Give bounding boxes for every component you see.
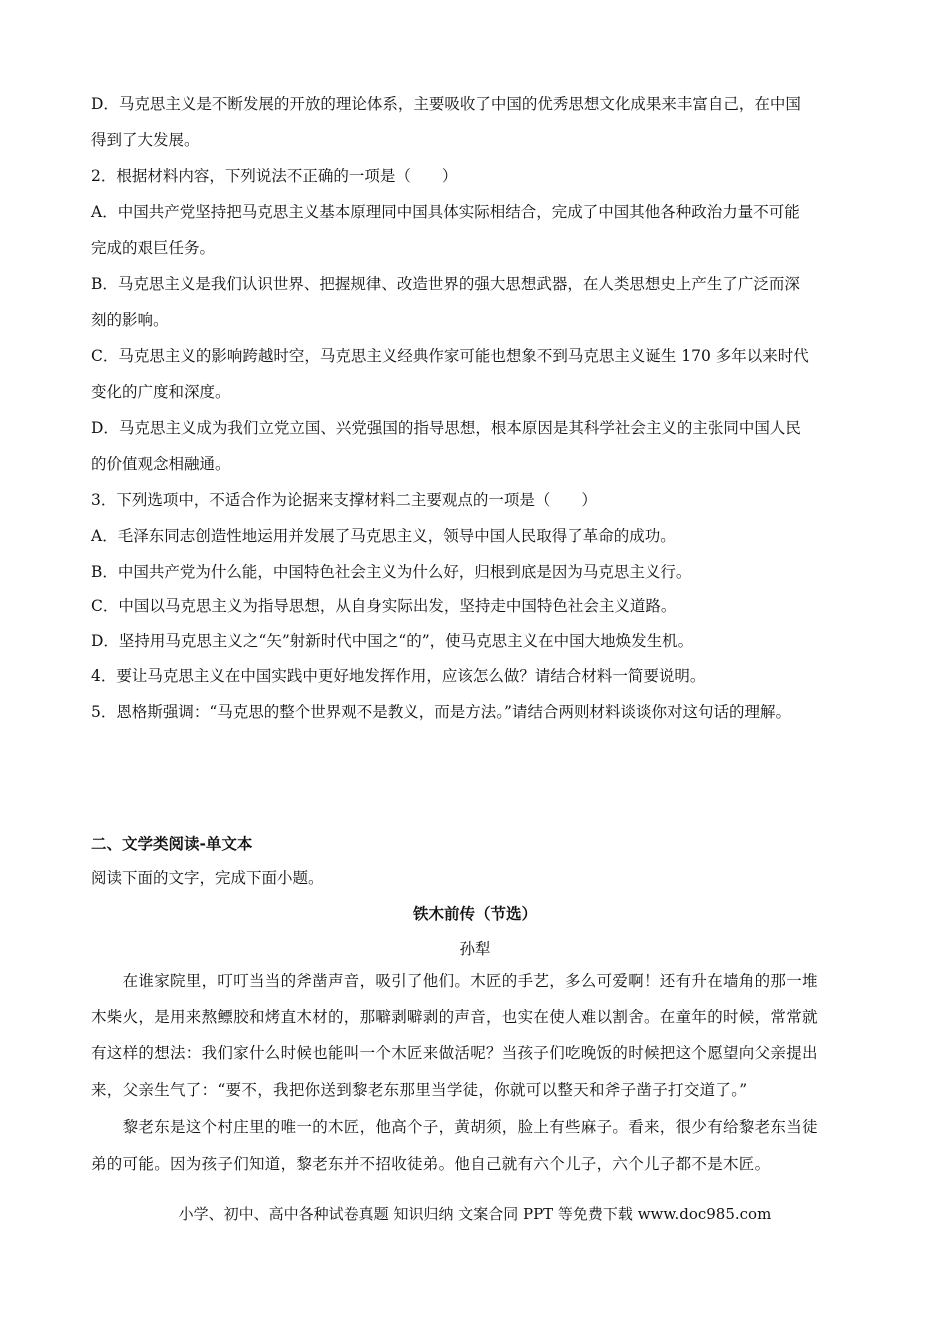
passage-title: 铁木前传（节选） (412, 905, 537, 923)
section-instruction: 阅读下面的文字，完成下面小题。 (91, 869, 324, 887)
q2-stem: 2．根据材料内容，下列说法不正确的一项是（ ） (91, 167, 458, 185)
passage-p1-line1: 在谁家院里，叮叮当当的斧凿声音，吸引了他们。木匠的手艺，多么可爱啊！还有升在墙角的那一堆 (91, 972, 818, 990)
passage-author: 孙犁 (459, 940, 491, 958)
q3-option-c: C．中国以马克思主义为指导思想，从自身实际出发，坚持走中国特色社会主义道路。 (91, 597, 677, 615)
q2-option-b-line2: 刻的影响。 (91, 311, 169, 329)
q2-option-d-line1: D．马克思主义成为我们立党立国、兴党强国的指导思想，根本原因是其科学社会主义的主张同中国人民 (91, 419, 801, 437)
q3-stem: 3．下列选项中，不适合作为论据来支撑材料二主要观点的一项是（ ） (91, 491, 597, 509)
passage-p1-line3: 有这样的想法：我们家什么时候也能叫一个木匠来做活呢？当孩子们吃晚饭的时候把这个愿望向父亲提出 (91, 1044, 818, 1062)
passage-p2-line2: 弟的可能。因为孩子们知道，黎老东并不招收徒弟。他自己就有六个儿子，六个儿子都不是木匠。 (91, 1155, 771, 1173)
q3-option-d: D．坚持用马克思主义之“矢”射新时代中国之“的”，使马克思主义在中国大地焕发生机。 (91, 632, 694, 650)
section-heading: 二、文学类阅读-单文本 (91, 835, 253, 853)
q2-option-d-line2: 的价值观念相融通。 (91, 455, 231, 473)
page-footer: 小学、初中、高中各种试卷真题 知识归纳 文案合同 PPT 等免费下载 www.doc985.com (178, 1205, 772, 1223)
passage-p1-line2: 木柴火，是用来熬鳔胶和烤直木材的，那噼剥噼剥的声音，也实在使人难以割舍。在童年的时候，常常就 (91, 1008, 818, 1026)
q2-option-a-line2: 完成的艰巨任务。 (91, 239, 216, 257)
q2-option-c-line2: 变化的广度和深度。 (91, 383, 231, 401)
q2-option-b-line1: B．马克思主义是我们认识世界、把握规律、改造世界的强大思想武器，在人类思想史上产生了广泛而深 (91, 275, 800, 293)
passage-p1-line4: 来，父亲生气了：“要不，我把你送到黎老东那里当学徒，你就可以整天和斧子凿子打交道了。” (91, 1081, 748, 1099)
q2-option-a-line1: A．中国共产党坚持把马克思主义基本原理同中国具体实际相结合，完成了中国其他各种政治力量不可能 (91, 203, 800, 221)
q2-option-c-line1: C．马克思主义的影响跨越时空，马克思主义经典作家可能也想象不到马克思主义诞生 170 多年以来时代 (91, 347, 809, 365)
q5-stem: 5．恩格斯强调：“马克思的整个世界观不是教义，而是方法。”请结合两则材料谈谈你对这句话的理解。 (91, 703, 791, 721)
q1-option-d-line1: D．马克思主义是不断发展的开放的理论体系，主要吸收了中国的优秀思想文化成果来丰富自己，在中国 (91, 95, 801, 113)
passage-p2-line1: 黎老东是这个村庄里的唯一的木匠，他高个子，黄胡须，脸上有些麻子。看来，很少有给黎老东当徒 (91, 1118, 818, 1136)
q1-option-d-line2: 得到了大发展。 (91, 131, 200, 149)
q4-stem: 4．要让马克思主义在中国实践中更好地发挥作用，应该怎么做？请结合材料一简要说明。 (91, 667, 706, 685)
q3-option-b: B．中国共产党为什么能，中国特色社会主义为什么好，归根到底是因为马克思主义行。 (91, 563, 692, 581)
q3-option-a: A．毛泽东同志创造性地运用并发展了马克思主义，领导中国人民取得了革命的成功。 (91, 527, 676, 545)
